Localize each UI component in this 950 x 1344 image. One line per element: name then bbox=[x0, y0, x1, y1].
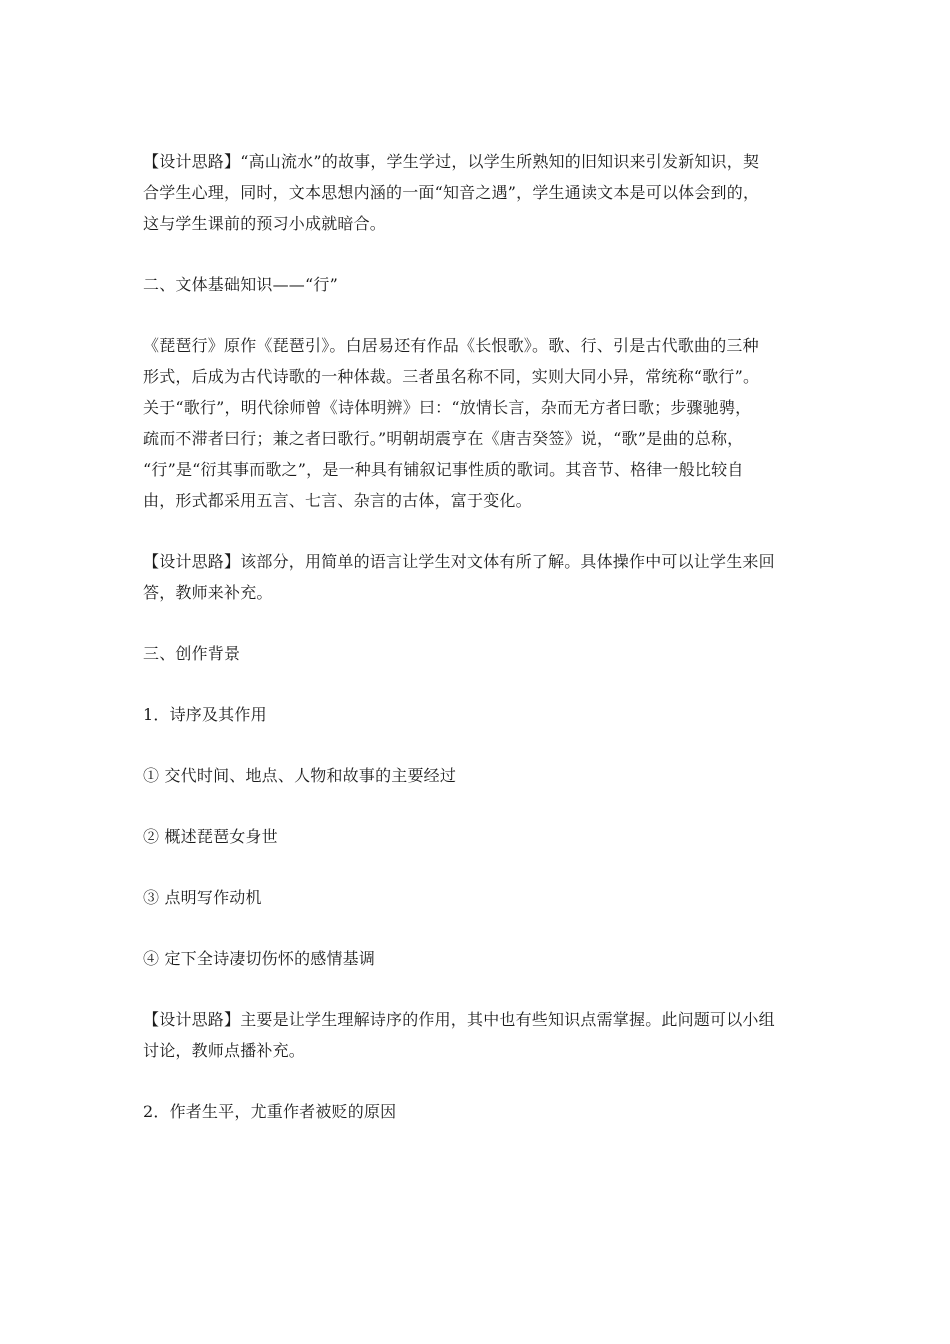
text-line: 三、创作背景 bbox=[143, 644, 241, 663]
text-line: 【设计思路】“高山流水”的故事，学生学过，以学生所熟知的旧知识来引发新知识，契 bbox=[143, 152, 760, 171]
design-note-1 bbox=[143, 146, 808, 239]
text-line: 讨论，教师点播补充。 bbox=[143, 1041, 306, 1060]
text-line: 合学生心理，同时，文本思想内涵的一面“知音之遇”，学生通读文本是可以体会到的， bbox=[143, 183, 760, 202]
text-line: 形式，后成为古代诗歌的一种体裁。三者虽名称不同，实则大同小异，常统称“歌行”。 bbox=[143, 367, 760, 386]
paragraph-spacer bbox=[143, 974, 808, 1004]
paragraph-spacer bbox=[143, 913, 808, 943]
paragraph-spacer bbox=[143, 791, 808, 821]
text-line: 这与学生课前的预习小成就暗合。 bbox=[143, 214, 387, 233]
subheading-1 bbox=[143, 699, 808, 730]
paragraph-spacer bbox=[143, 730, 808, 760]
text-line: ④ 定下全诗凄切伤怀的感情基调 bbox=[143, 949, 376, 968]
paragraph-spacer bbox=[143, 1066, 808, 1096]
paragraph-spacer bbox=[143, 239, 808, 269]
design-note-3 bbox=[143, 1004, 808, 1066]
paragraph-spacer bbox=[143, 516, 808, 546]
text-line: 【设计思路】主要是让学生理解诗序的作用，其中也有些知识点需掌握。此问题可以小组 bbox=[143, 1010, 775, 1029]
text-line: 1．诗序及其作用 bbox=[143, 705, 267, 724]
section-heading-2 bbox=[143, 269, 808, 300]
text-line: 【设计思路】该部分，用简单的语言让学生对文体有所了解。具体操作中可以让学生来回 bbox=[143, 552, 775, 571]
design-note-2 bbox=[143, 546, 808, 608]
text-line: 疏而不滞者曰行；兼之者曰歌行。”明朝胡震亨在《唐吉癸签》说，“歌”是曲的总称， bbox=[143, 429, 744, 448]
paragraph-spacer bbox=[143, 300, 808, 330]
list-item-4 bbox=[143, 943, 808, 974]
document-body bbox=[143, 146, 808, 1127]
text-line: ③ 点明写作动机 bbox=[143, 888, 262, 907]
paragraph-spacer bbox=[143, 669, 808, 699]
text-line: 关于“歌行”，明代徐师曾《诗体明辨》曰：“放情长言，杂而无方者曰歌；步骤驰骋， bbox=[143, 398, 752, 417]
text-line: 答，教师来补充。 bbox=[143, 583, 273, 602]
text-line: “行”是“衍其事而歌之”，是一种具有铺叙记事性质的歌词。其音节、格律一般比较自 bbox=[143, 460, 744, 479]
section-heading-3 bbox=[143, 638, 808, 669]
text-line: 二、文体基础知识——“行” bbox=[143, 275, 338, 294]
document-page bbox=[143, 146, 808, 1127]
text-line: ② 概述琵琶女身世 bbox=[143, 827, 278, 846]
text-line: 2．作者生平，尤重作者被贬的原因 bbox=[143, 1102, 397, 1121]
list-item-3 bbox=[143, 882, 808, 913]
paragraph-spacer bbox=[143, 608, 808, 638]
list-item-2 bbox=[143, 821, 808, 852]
text-line: 由，形式都采用五言、七言、杂言的古体，富于变化。 bbox=[143, 491, 532, 510]
text-line: 《琵琶行》原作《琵琶引》。白居易还有作品《长恨歌》。歌、行、引是古代歌曲的三种 bbox=[143, 336, 759, 355]
subheading-2 bbox=[143, 1096, 808, 1127]
paragraph-spacer bbox=[143, 852, 808, 882]
list-item-1 bbox=[143, 760, 808, 791]
genre-explanation bbox=[143, 330, 808, 516]
text-line: ① 交代时间、地点、人物和故事的主要经过 bbox=[143, 766, 457, 785]
